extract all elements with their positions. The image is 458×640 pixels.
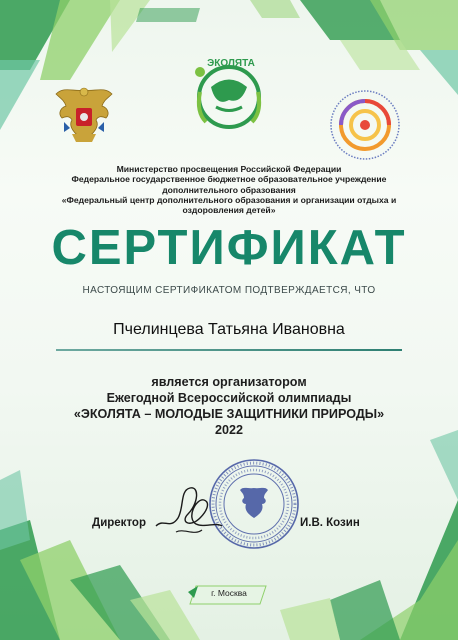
coat-of-arms-icon (52, 82, 116, 148)
ministry-header (40, 164, 418, 215)
city-label: г. Москва (211, 588, 247, 598)
ministry-line: «Федеральный центр дополнительного образования и организации отдыха и (61, 194, 397, 205)
certificate-title: СЕРТИФИКАТ (51, 221, 407, 275)
ministry-line: Федеральное государственное бюджетное образовательное учреждение (71, 174, 387, 185)
role-line: является организатором (151, 375, 307, 389)
certificate-subtitle: НАСТОЯЩИМ СЕРТИФИКАТОМ ПОДТВЕРЖДАЕТСЯ, ЧТО (82, 285, 376, 296)
ministry-line: дополнительного образования (162, 184, 296, 195)
eco-globe-logo-icon (186, 52, 272, 138)
role-description (0, 374, 458, 438)
ministry-line: Министерство просвещения Российской Федерации (116, 164, 342, 174)
recipient-name: Пчелинцева Татьяна Ивановна (113, 321, 345, 338)
signature-icon (150, 478, 232, 544)
director-label: Директор (92, 517, 146, 529)
name-underline (56, 349, 402, 351)
signer-name: И.В. Козин (300, 517, 360, 529)
eco-logo-text: ЭКОЛЯТА (207, 58, 255, 69)
ministry-line: оздоровления детей» (182, 205, 276, 216)
role-line: «ЭКОЛЯТА – МОЛОДЫЕ ЗАЩИТНИКИ ПРИРОДЫ» (73, 407, 385, 421)
role-line: 2022 (214, 423, 244, 437)
role-line: Ежегодной Всероссийской олимпиады (106, 391, 352, 405)
federal-center-logo-icon (328, 88, 402, 162)
